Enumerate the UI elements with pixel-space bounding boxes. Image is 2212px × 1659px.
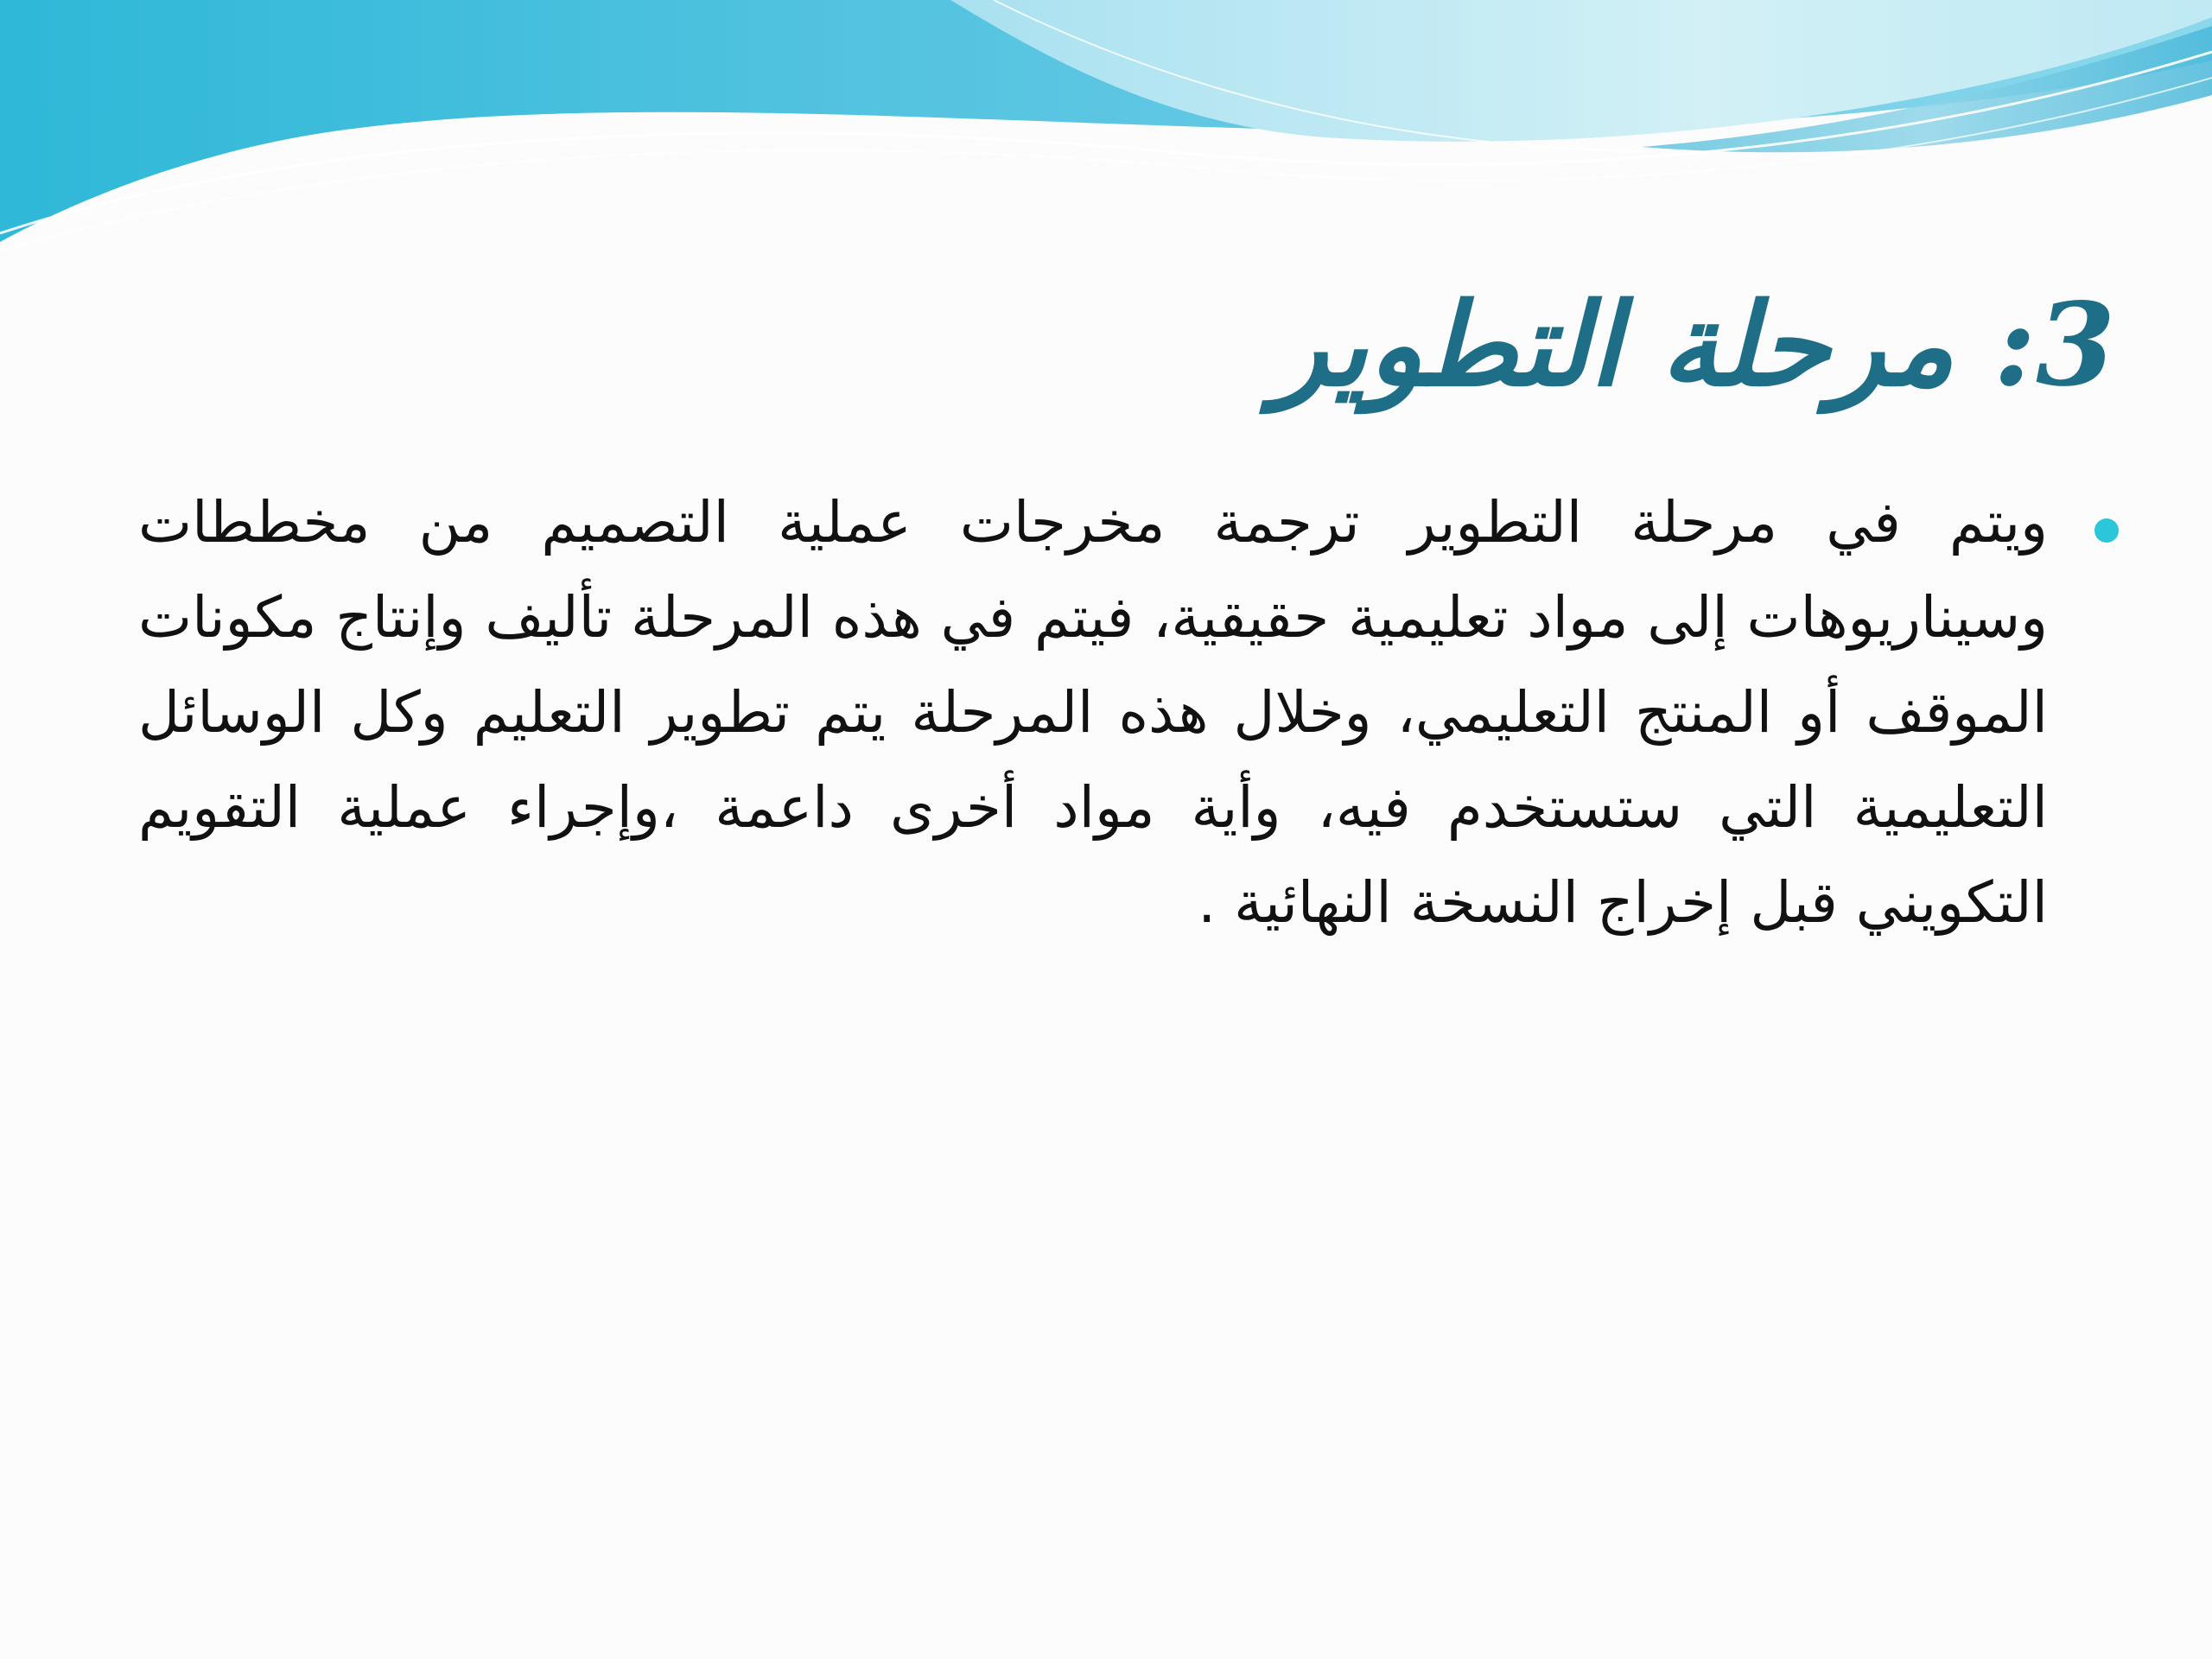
- bullet-item: [138, 475, 2074, 950]
- bullet-text: ويتم في مرحلة التطوير ترجمة مخرجات عملية التصميم من مخططات وسيناريوهات إلى مواد تعليمية حقيقية، فيتم في هذه المرحلة تأليف وإنتاج مكونات الموقف أو المنتج التعليمي، وخلال هذه المرحلة يتم تطوير التعليم وكل الوسائل التعليمية التي ستستخدم فيه، وأية مواد أخرى داعمة ،وإجراء عملية التقويم التكويني قبل إخراج النسخة النهائية .: [138, 489, 2048, 936]
- slide-title: 3: مرحلة التطوير: [1273, 278, 2115, 412]
- wave-header-decoration: [0, 0, 2212, 259]
- slide-content: [138, 475, 2074, 950]
- bullet-dot-icon: [2094, 518, 2119, 543]
